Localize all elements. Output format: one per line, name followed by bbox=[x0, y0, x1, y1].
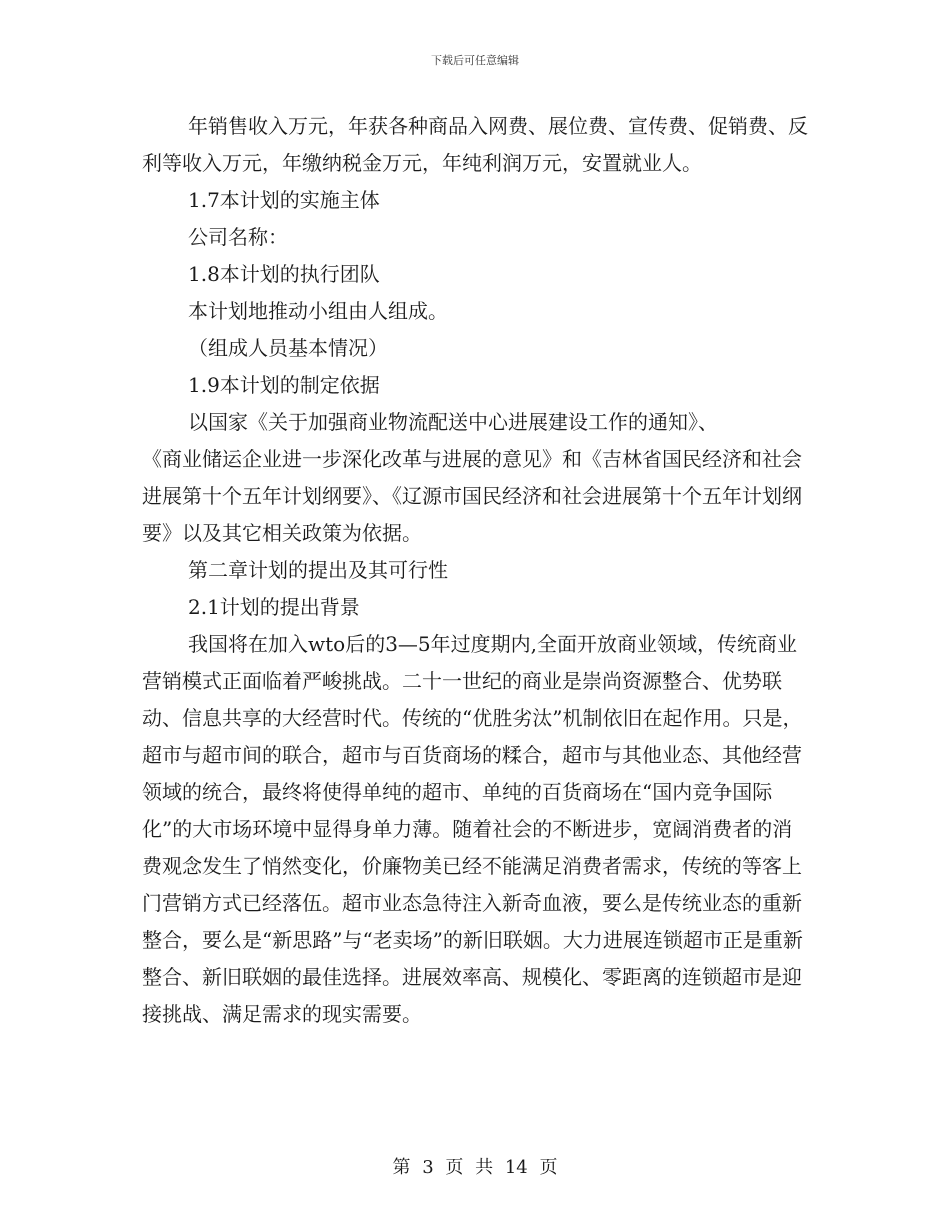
paragraph: 我国将在加入wto后的3—5年过度期内,全面开放商业领域，传统商业营销模式正面临着严峻挑战。二十一世纪的商业是崇尚资源整合、优势联动、信息共享的大经营时代。传统的“优胜劣汰”机制依旧在起作用。只是，超市与超市间的联合，超市与百货商场的糅合，超市与其他业态、其他经营领域的统合，最终将使得单纯的超市、单纯的百货商场在“国内竞争国际化”的大市场环境中显得身单力薄。随着社会的不断进步，宽阔消费者的消费观念发生了悄然变化，价廉物美已经不能满足消费者需求，传统的等客上门营销方式已经落伍。超市业态急待注入新奇血液，要么是传统业态的重新整合，要么是“新思路”与“老卖场”的新旧联姻。大力进展连锁超市正是重新整合、新旧联姻的最佳选择。进展效率高、规模化、零距离的连锁超市是迎接挑战、满足需求的现实需要。 bbox=[142, 632, 803, 1026]
paragraph: 以国家《关于加强商业物流配送中心进展建设工作的通知》、 bbox=[188, 410, 718, 434]
page-header: 下载后可任意编辑 bbox=[431, 54, 519, 67]
document-body bbox=[142, 108, 808, 1033]
paragraph: 本计划地推动小组由人组成。 bbox=[188, 299, 448, 323]
paragraph: （组成人员基本情况） bbox=[188, 336, 388, 360]
paragraph: 《商业储运企业进一步深化改革与进展的意见》和《吉林省国民经济和社会进展第十个五年计划纲要》、《辽源市国民经济和社会进展第十个五年计划纲要》以及其它相关政策为依据。 bbox=[142, 447, 802, 545]
page-footer: 第 3 页 共 14 页 bbox=[392, 1157, 558, 1178]
paragraph: 年销售收入万元，年获各种商品入网费、展位费、宣传费、促销费、反利等收入万元，年缴纳税金万元，年纯利润万元，安置就业人。 bbox=[142, 114, 808, 175]
section-heading: 1.9本计划的制定依据 bbox=[188, 373, 380, 397]
paragraph: 公司名称： bbox=[188, 225, 288, 249]
section-heading: 2.1计划的提出背景 bbox=[188, 595, 360, 619]
section-heading: 1.7本计划的实施主体 bbox=[188, 188, 380, 212]
section-heading: 1.8本计划的执行团队 bbox=[188, 262, 380, 286]
chapter-heading: 第二章计划的提出及其可行性 bbox=[188, 558, 448, 582]
